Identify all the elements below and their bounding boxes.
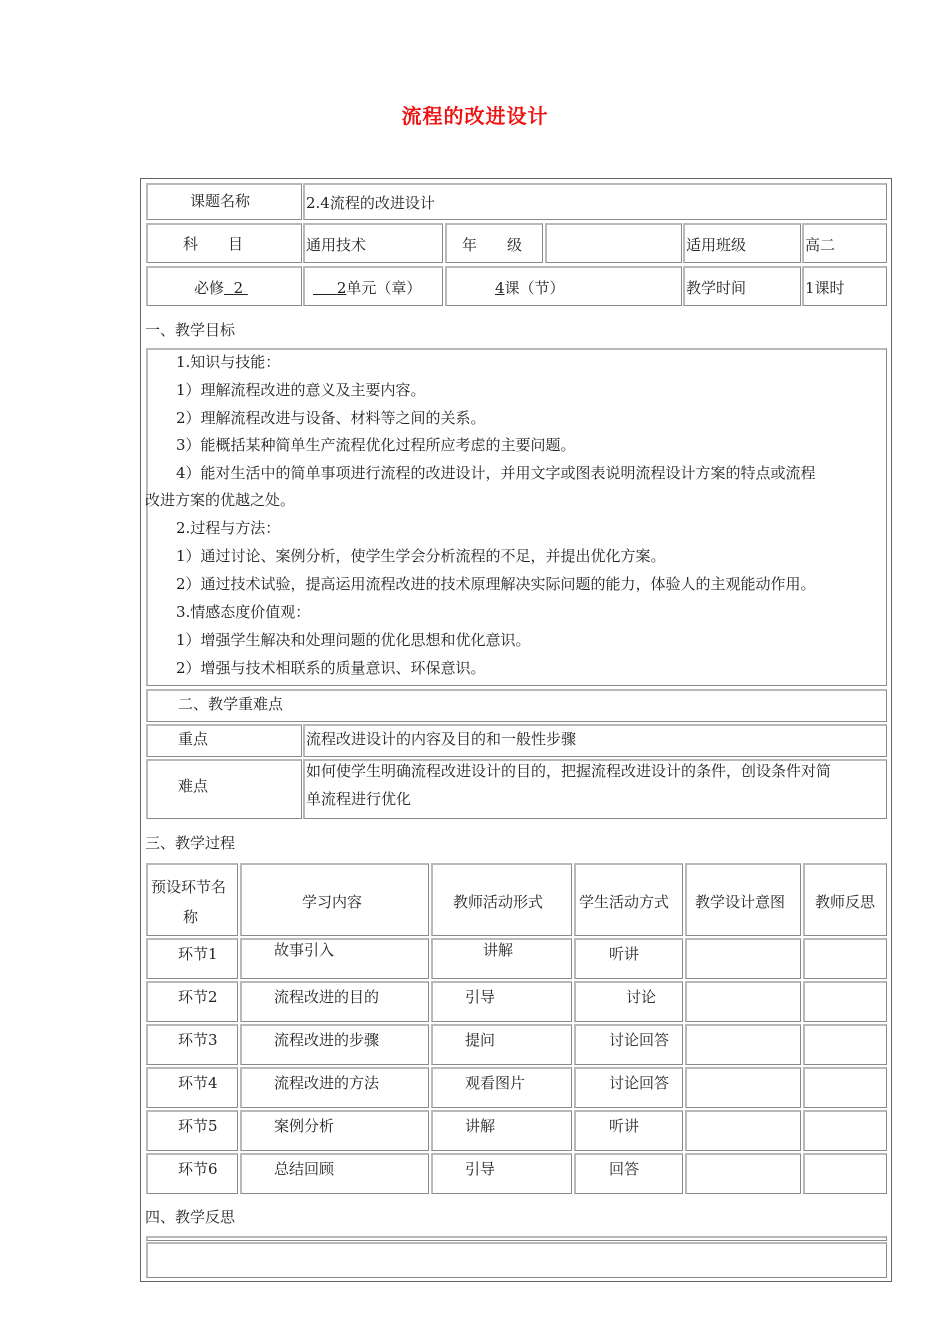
step-cell: 环节3 <box>178 1031 218 1049</box>
table-row <box>146 981 238 1022</box>
col-header-reflection-label: 教师反思 <box>815 893 876 911</box>
cell-diff-label <box>146 759 302 819</box>
intent-cell <box>685 938 801 979</box>
teacher-cell-box <box>431 938 572 979</box>
diff-line-2: 单流程进行优化 <box>306 790 412 808</box>
cell-time-value <box>802 266 887 306</box>
reflection-box-top <box>146 1236 887 1241</box>
objective-line: 2）通过技术试验，提高运用流程改进的技术原理解决实际问题的能力，体验人的主观能动作用。 <box>176 575 816 593</box>
student-cell-box <box>574 1024 683 1065</box>
cell-required <box>146 266 302 306</box>
teacher-cell: 提问 <box>465 1031 496 1049</box>
cell-lesson <box>445 266 682 306</box>
teacher-cell: 讲解 <box>465 1117 496 1135</box>
teacher-cell: 讲解 <box>483 941 514 959</box>
student-cell-box <box>574 1153 683 1194</box>
course-name-value: 2.4流程的改进设计 <box>306 194 435 212</box>
section-heading-objectives: 一、教学目标 <box>145 321 236 339</box>
subject-label: 科 目 <box>183 235 244 253</box>
objective-line: 1）理解流程改进的意义及主要内容。 <box>176 381 426 399</box>
reflection-cell <box>803 1153 887 1194</box>
content-cell-box <box>240 1067 429 1108</box>
content-cell: 总结回顾 <box>274 1160 335 1178</box>
cell-diff-value <box>303 759 887 819</box>
content-cell: 流程改进的目的 <box>274 988 380 1006</box>
table-row <box>146 938 238 979</box>
unit-label: 单元（章） <box>346 279 422 297</box>
content-cell-box <box>240 1153 429 1194</box>
col-header-student-label: 学生活动方式 <box>579 893 670 911</box>
cell-key-label <box>146 724 302 757</box>
cell-unit <box>303 266 443 306</box>
teacher-cell: 引导 <box>465 988 496 1006</box>
reflection-box <box>146 1242 887 1278</box>
content-cell: 故事引入 <box>274 941 335 959</box>
objective-line: 1）增强学生解决和处理问题的优化思想和优化意识。 <box>176 631 531 649</box>
intent-cell <box>685 1024 801 1065</box>
cell-class-label <box>683 223 801 263</box>
table-row <box>146 1067 238 1108</box>
col-header-step-line1: 预设环节名 <box>151 878 227 896</box>
cell-subject-label <box>146 223 302 263</box>
cell-subject-value <box>303 223 443 263</box>
class-label: 适用班级 <box>686 236 747 254</box>
step-cell: 环节4 <box>178 1074 218 1092</box>
cell-time-label <box>683 266 801 306</box>
teacher-cell-box <box>431 1067 572 1108</box>
content-cell-box <box>240 938 429 979</box>
time-value: 1课时 <box>805 279 845 297</box>
objective-line: 3）能概括某种简单生产流程优化过程所应考虑的主要问题。 <box>176 436 576 454</box>
content-cell-box <box>240 1110 429 1151</box>
time-label: 教学时间 <box>686 279 747 297</box>
diff-label: 难点 <box>178 777 209 795</box>
lesson-text <box>495 278 565 298</box>
content-cell: 流程改进的步骤 <box>274 1031 380 1049</box>
class-value: 高二 <box>805 236 836 254</box>
student-cell: 讨论回答 <box>609 1074 670 1092</box>
cell-course-name-label <box>146 183 302 220</box>
required-value: 2 <box>233 279 244 297</box>
section-heading-key-points: 二、教学重难点 <box>178 695 284 713</box>
section-heading-process: 三、教学过程 <box>145 834 236 852</box>
col-header-intent-label: 教学设计意图 <box>695 893 786 911</box>
unit-text <box>313 278 421 298</box>
col-header-step-line2: 称 <box>183 908 199 926</box>
cell-grade-label <box>445 223 543 263</box>
table-row <box>146 1024 238 1065</box>
table-row <box>146 1110 238 1151</box>
col-header-content-label: 学习内容 <box>302 893 363 911</box>
diff-line-1: 如何使学生明确流程改进设计的目的，把握流程改进设计的条件，创设条件对简 <box>306 762 832 780</box>
student-cell: 讨论回答 <box>609 1031 670 1049</box>
key-value: 流程改进设计的内容及目的和一般性步骤 <box>306 730 577 748</box>
col-header-student <box>574 863 683 936</box>
objective-line: 4）能对生活中的简单事项进行流程的改进设计，并用文字或图表说明流程设计方案的特点或流程 <box>176 464 816 482</box>
student-cell: 听讲 <box>609 1117 640 1135</box>
subject-value: 通用技术 <box>306 236 367 254</box>
content-cell: 案例分析 <box>274 1117 335 1135</box>
objective-line: 2）增强与技术相联系的质量意识、环保意识。 <box>176 659 486 677</box>
key-points-heading-box <box>146 689 887 722</box>
student-cell: 听讲 <box>609 945 640 963</box>
table-row <box>146 1153 238 1194</box>
objective-line: 改进方案的优越之处。 <box>145 491 296 509</box>
course-name-label: 课题名称 <box>190 192 251 210</box>
col-header-teacher <box>431 863 572 936</box>
objective-line: 1）通过讨论、案例分析，使学生学会分析流程的不足，并提出优化方案。 <box>176 547 666 565</box>
teacher-cell-box <box>431 981 572 1022</box>
objective-line: 2）理解流程改进与设备、材料等之间的关系。 <box>176 409 486 427</box>
reflection-cell <box>803 1024 887 1065</box>
col-header-step <box>146 863 238 936</box>
step-cell: 环节1 <box>178 945 218 963</box>
cell-key-value <box>303 724 887 757</box>
cell-class-value <box>802 223 887 263</box>
teacher-cell-box <box>431 1110 572 1151</box>
objective-line: 1.知识与技能： <box>176 353 281 371</box>
section-heading-reflection: 四、教学反思 <box>145 1208 236 1226</box>
reflection-cell <box>803 1110 887 1151</box>
student-cell-box <box>574 1067 683 1108</box>
student-cell: 回答 <box>609 1160 640 1178</box>
unit-value: 2 <box>336 279 347 297</box>
content-cell-box <box>240 1024 429 1065</box>
intent-cell <box>685 1153 801 1194</box>
lesson-label: 课（节） <box>504 279 565 297</box>
cell-course-name-value <box>303 183 887 220</box>
col-header-teacher-label: 教师活动形式 <box>453 893 544 911</box>
key-label: 重点 <box>178 730 209 748</box>
teacher-cell: 观看图片 <box>465 1074 526 1092</box>
reflection-cell <box>803 1067 887 1108</box>
col-header-content <box>240 863 429 936</box>
objective-line: 2.过程与方法： <box>176 519 281 537</box>
reflection-cell <box>803 938 887 979</box>
student-cell: 讨论 <box>626 988 657 1006</box>
col-header-intent <box>685 863 801 936</box>
step-cell: 环节6 <box>178 1160 218 1178</box>
teacher-cell-box <box>431 1024 572 1065</box>
cell-grade-value <box>545 223 682 263</box>
document-title: 流程的改进设计 <box>401 104 549 128</box>
intent-cell <box>685 1067 801 1108</box>
teacher-cell-box <box>431 1153 572 1194</box>
col-header-reflection <box>803 863 887 936</box>
student-cell-box <box>574 938 683 979</box>
step-cell: 环节5 <box>178 1117 218 1135</box>
content-cell: 流程改进的方法 <box>274 1074 380 1092</box>
grade-label: 年 级 <box>462 236 523 254</box>
step-cell: 环节2 <box>178 988 218 1006</box>
required-text <box>194 278 248 298</box>
lesson-value: 4 <box>495 279 505 297</box>
required-label: 必修 <box>194 279 225 297</box>
student-cell-box <box>574 981 683 1022</box>
student-cell-box <box>574 1110 683 1151</box>
intent-cell <box>685 1110 801 1151</box>
intent-cell <box>685 981 801 1022</box>
objective-line: 3.情感态度价值观： <box>176 603 311 621</box>
content-cell-box <box>240 981 429 1022</box>
teacher-cell: 引导 <box>465 1160 496 1178</box>
reflection-cell <box>803 981 887 1022</box>
